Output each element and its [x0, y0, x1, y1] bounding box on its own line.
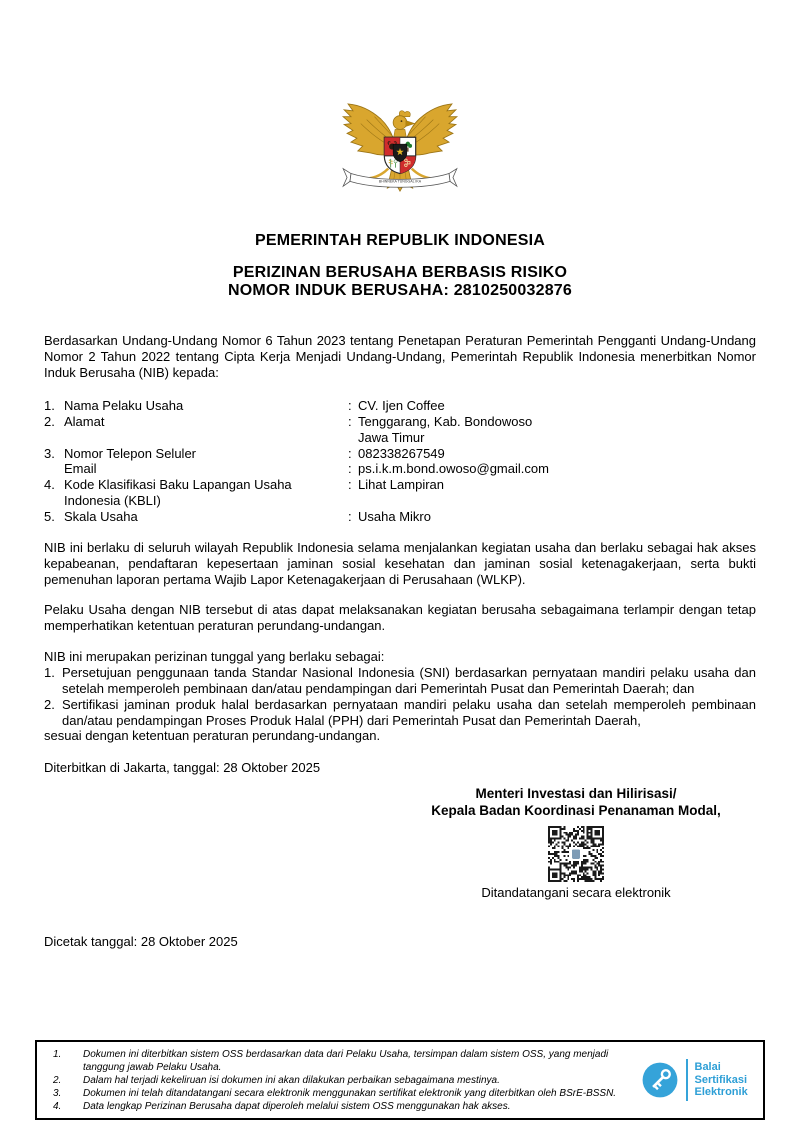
footnote-box	[35, 1040, 765, 1120]
detail-value: Tenggarang, Kab. Bondowoso Jawa Timur	[358, 413, 533, 445]
document-type-line: PERIZINAN BERUSAHA BERBASIS RISIKO	[232, 264, 568, 282]
item-number: 1.	[44, 664, 55, 680]
detail-label: Skala Usaha	[64, 508, 138, 524]
validity-paragraph: NIB ini berlaku di seluruh wilayah Republik Indonesia selama menjalankan kegiatan usaha dan berlaku sebagai hak akses kepabeanan, pendaftaran kepesertaan jaminan sosial kesehatan dan jaminan sosial ketenagakerjaan, serta bukti pemenuhan laporan pertama Wajib Lapor Ketenagakerjaan di Perusahaan (WLKP).	[44, 539, 756, 587]
bsre-logo-line2: Sertifikasi	[694, 1073, 748, 1086]
colon: :	[348, 477, 352, 493]
detail-row-alamat	[44, 414, 756, 446]
detail-label: Email	[64, 461, 97, 477]
detail-number: 3.	[44, 445, 55, 461]
detail-number: 2.	[44, 413, 55, 429]
footnote-list	[53, 1048, 631, 1113]
intro-paragraph: Berdasarkan Undang-Undang Nomor 6 Tahun 2023 tentang Penetapan Peraturan Pemerintah Pengganti Undang-Undang Nomor 2 Tahun 2022 tentang Cipta Kerja Menjadi Undang-Undang, Pemerintah Republik Indonesia menerbitkan Nomor Induk Berusaha (NIB) kepada:	[44, 333, 756, 381]
detail-value: ps.i.k.m.bond.owoso@gmail.com	[358, 461, 549, 477]
single-license-tail: sesuai dengan ketentuan peraturan perundang-undangan.	[44, 728, 381, 744]
footnote-text: Data lengkap Perizinan Berusaha dapat diperoleh melalui sistem OSS menggunakan hak akses.	[83, 1100, 511, 1112]
detail-row-email	[44, 461, 756, 477]
footnote-item	[53, 1074, 631, 1087]
detail-value: Lihat Lampiran	[358, 477, 444, 493]
footnote-text: Dalam hal terjadi kekeliruan isi dokumen ini akan dilakukan perbaikan sebagaimana mestinya.	[83, 1074, 500, 1086]
detail-number: 5.	[44, 508, 55, 524]
footnote-text: Dokumen ini telah ditandatangani secara elektronik menggunakan sertifikat elektronik yang diterbitkan oleh BSrE-BSSN.	[83, 1087, 617, 1099]
detail-number: 1.	[44, 397, 55, 413]
single-license-item	[44, 665, 756, 697]
government-title: PEMERINTAH REPUBLIK INDONESIA	[255, 231, 545, 249]
signatory-title-line1: Menteri Investasi dan Hilirisasi/	[475, 786, 677, 802]
signature-block	[406, 785, 746, 901]
detail-value: Usaha Mikro	[358, 508, 431, 524]
item-text: Sertifikasi jaminan produk halal berdasarkan pernyataan mandiri pelaku usaha dan setelah memperoleh pembinaan dan/atau pendampingan Proses Produk Halal (PPH) dari Pemerintah Pusat dan Pemerintah Daerah,	[62, 696, 756, 728]
emblem-section	[44, 0, 756, 204]
issued-line: Diterbitkan di Jakarta, tanggal: 28 Oktober 2025	[44, 760, 321, 776]
printed-date-line: Dicetak tanggal: 28 Oktober 2025	[44, 934, 238, 949]
emblem-motto: BHINNEKA TUNGGAL IKA	[378, 179, 422, 184]
obligation-paragraph: Pelaku Usaha dengan NIB tersebut di atas dapat melaksanakan kegiatan berusaha sebagaimana terlampir dengan tetap memperhatikan ketentuan peraturan perundang-undangan.	[44, 602, 756, 634]
footnote-number: 1.	[53, 1048, 62, 1060]
signatory-title-line2: Kepala Badan Koordinasi Penanaman Modal,	[431, 803, 721, 819]
item-number: 2.	[44, 696, 55, 712]
bsre-key-icon	[641, 1061, 679, 1099]
detail-row-nomor-telepon	[44, 446, 756, 462]
footnote-text: Dokumen ini diterbitkan sistem OSS berdasarkan data dari Pelaku Usaha, tersimpan dalam sistem OSS, yang menjadi tanggung jawab Pelaku Usaha.	[83, 1048, 609, 1073]
bsre-logo-divider	[686, 1059, 688, 1101]
detail-row-nama-pelaku-usaha	[44, 398, 756, 414]
footnote-number: 3.	[53, 1087, 62, 1099]
qr-code	[548, 826, 604, 882]
bsre-logo	[639, 1055, 755, 1105]
detail-value: CV. Ijen Coffee	[358, 397, 445, 413]
footnote-item	[53, 1048, 631, 1074]
garuda-pancasila-icon	[341, 100, 459, 200]
footnote-number: 2.	[53, 1074, 62, 1086]
colon: :	[348, 413, 352, 429]
detail-label: Nama Pelaku Usaha	[64, 397, 184, 413]
business-details-list	[44, 398, 756, 525]
electronic-signature-caption: Ditandatangani secara elektronik	[481, 885, 671, 901]
qr-code-image	[548, 826, 604, 882]
detail-value: 082338267549	[358, 445, 445, 461]
item-text: Persetujuan penggunaan tanda Standar Nasional Indonesia (SNI) berdasarkan pernyataan mandiri pelaku usaha dan setelah memperoleh pembinaan dan/atau pendampingan dari Pemerintah Pusat dan Pemerintah Daerah; dan	[62, 664, 756, 696]
detail-row-skala-usaha	[44, 509, 756, 525]
detail-number: 4.	[44, 477, 55, 493]
detail-label: Nomor Telepon Seluler	[64, 445, 196, 461]
single-license-item	[44, 697, 756, 729]
bsre-logo-line3: Elektronik	[694, 1086, 748, 1099]
single-license-lead: NIB ini merupakan perizinan tunggal yang berlaku sebagai:	[44, 649, 385, 665]
footnote-item	[53, 1100, 631, 1113]
colon: :	[348, 508, 352, 524]
single-license-section	[44, 649, 756, 744]
footnote-item	[53, 1087, 631, 1100]
detail-label: Alamat	[64, 413, 105, 429]
colon: :	[348, 461, 352, 477]
bsre-logo-line1: Balai	[694, 1061, 721, 1074]
document-title	[44, 264, 756, 300]
detail-row-kbli	[44, 477, 756, 509]
document-number-line: NOMOR INDUK BERUSAHA: 2810250032876	[227, 282, 572, 300]
footnote-number: 4.	[53, 1100, 62, 1112]
colon: :	[348, 445, 352, 461]
colon: :	[348, 397, 352, 413]
detail-label: Kode Klasifikasi Baku Lapangan Usaha Indonesia (KBLI)	[64, 477, 292, 509]
